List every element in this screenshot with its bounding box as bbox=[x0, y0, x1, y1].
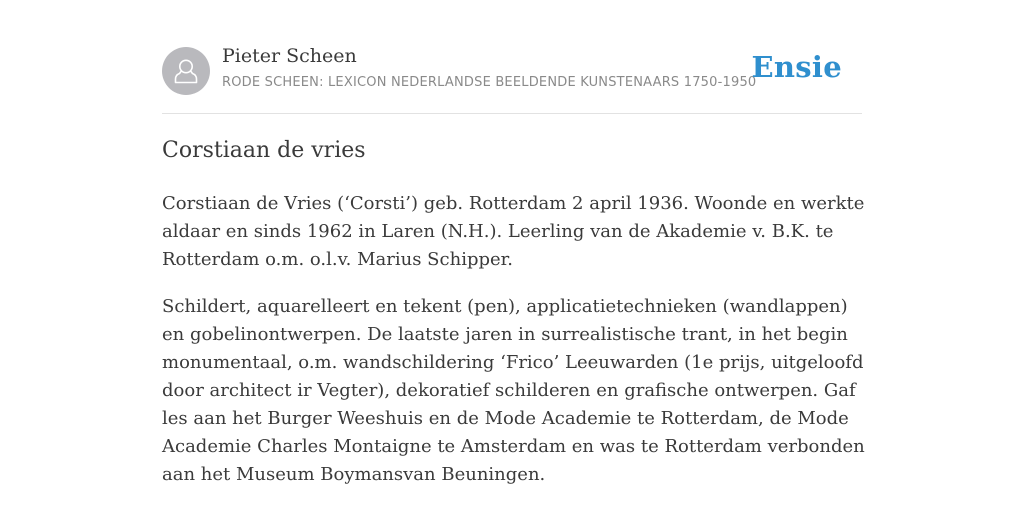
source-name[interactable]: RODE SCHEEN: LEXICON NEDERLANDSE BEELDENDE KUNSTENAARS 1750-1950 bbox=[222, 75, 757, 90]
article-header bbox=[162, 0, 862, 114]
page-container bbox=[162, 0, 865, 485]
article-paragraph: Schildert, aquarelleert en tekent (pen), applicatietechnieken (wandlappen) en gobelinontwerpen. De laatste jaren in surrealistische trant, in het begin monumentaal, o.m. wandschildering ‘Frico’ Leeuwarden (1e prijs, uitgeloofd door architect ir Vegter), dekoratief schilderen en grafische ontwerpen. Gaf les aan het Burger Weeshuis en de Mode Academie te Rotterdam, de Mode Academie Charles Montaigne te Amsterdam en was te Rotterdam verbonden aan het Museum Boymansvan Beuningen. bbox=[162, 296, 865, 485]
user-icon bbox=[162, 47, 210, 95]
article-body bbox=[162, 190, 867, 508]
author-avatar[interactable] bbox=[162, 47, 210, 95]
brand-logo[interactable]: Ensie bbox=[751, 50, 842, 84]
article-paragraph: Corstiaan de Vries (‘Corsti’) geb. Rotterdam 2 april 1936. Woonde en werkte aldaar en sinds 1962 in Laren (N.H.). Leerling van de Akademie v. B.K. te Rotterdam o.m. o.l.v. Marius Schipper. bbox=[162, 193, 865, 270]
article-title: Corstiaan de vries bbox=[162, 138, 366, 163]
author-name[interactable]: Pieter Scheen bbox=[222, 45, 357, 67]
